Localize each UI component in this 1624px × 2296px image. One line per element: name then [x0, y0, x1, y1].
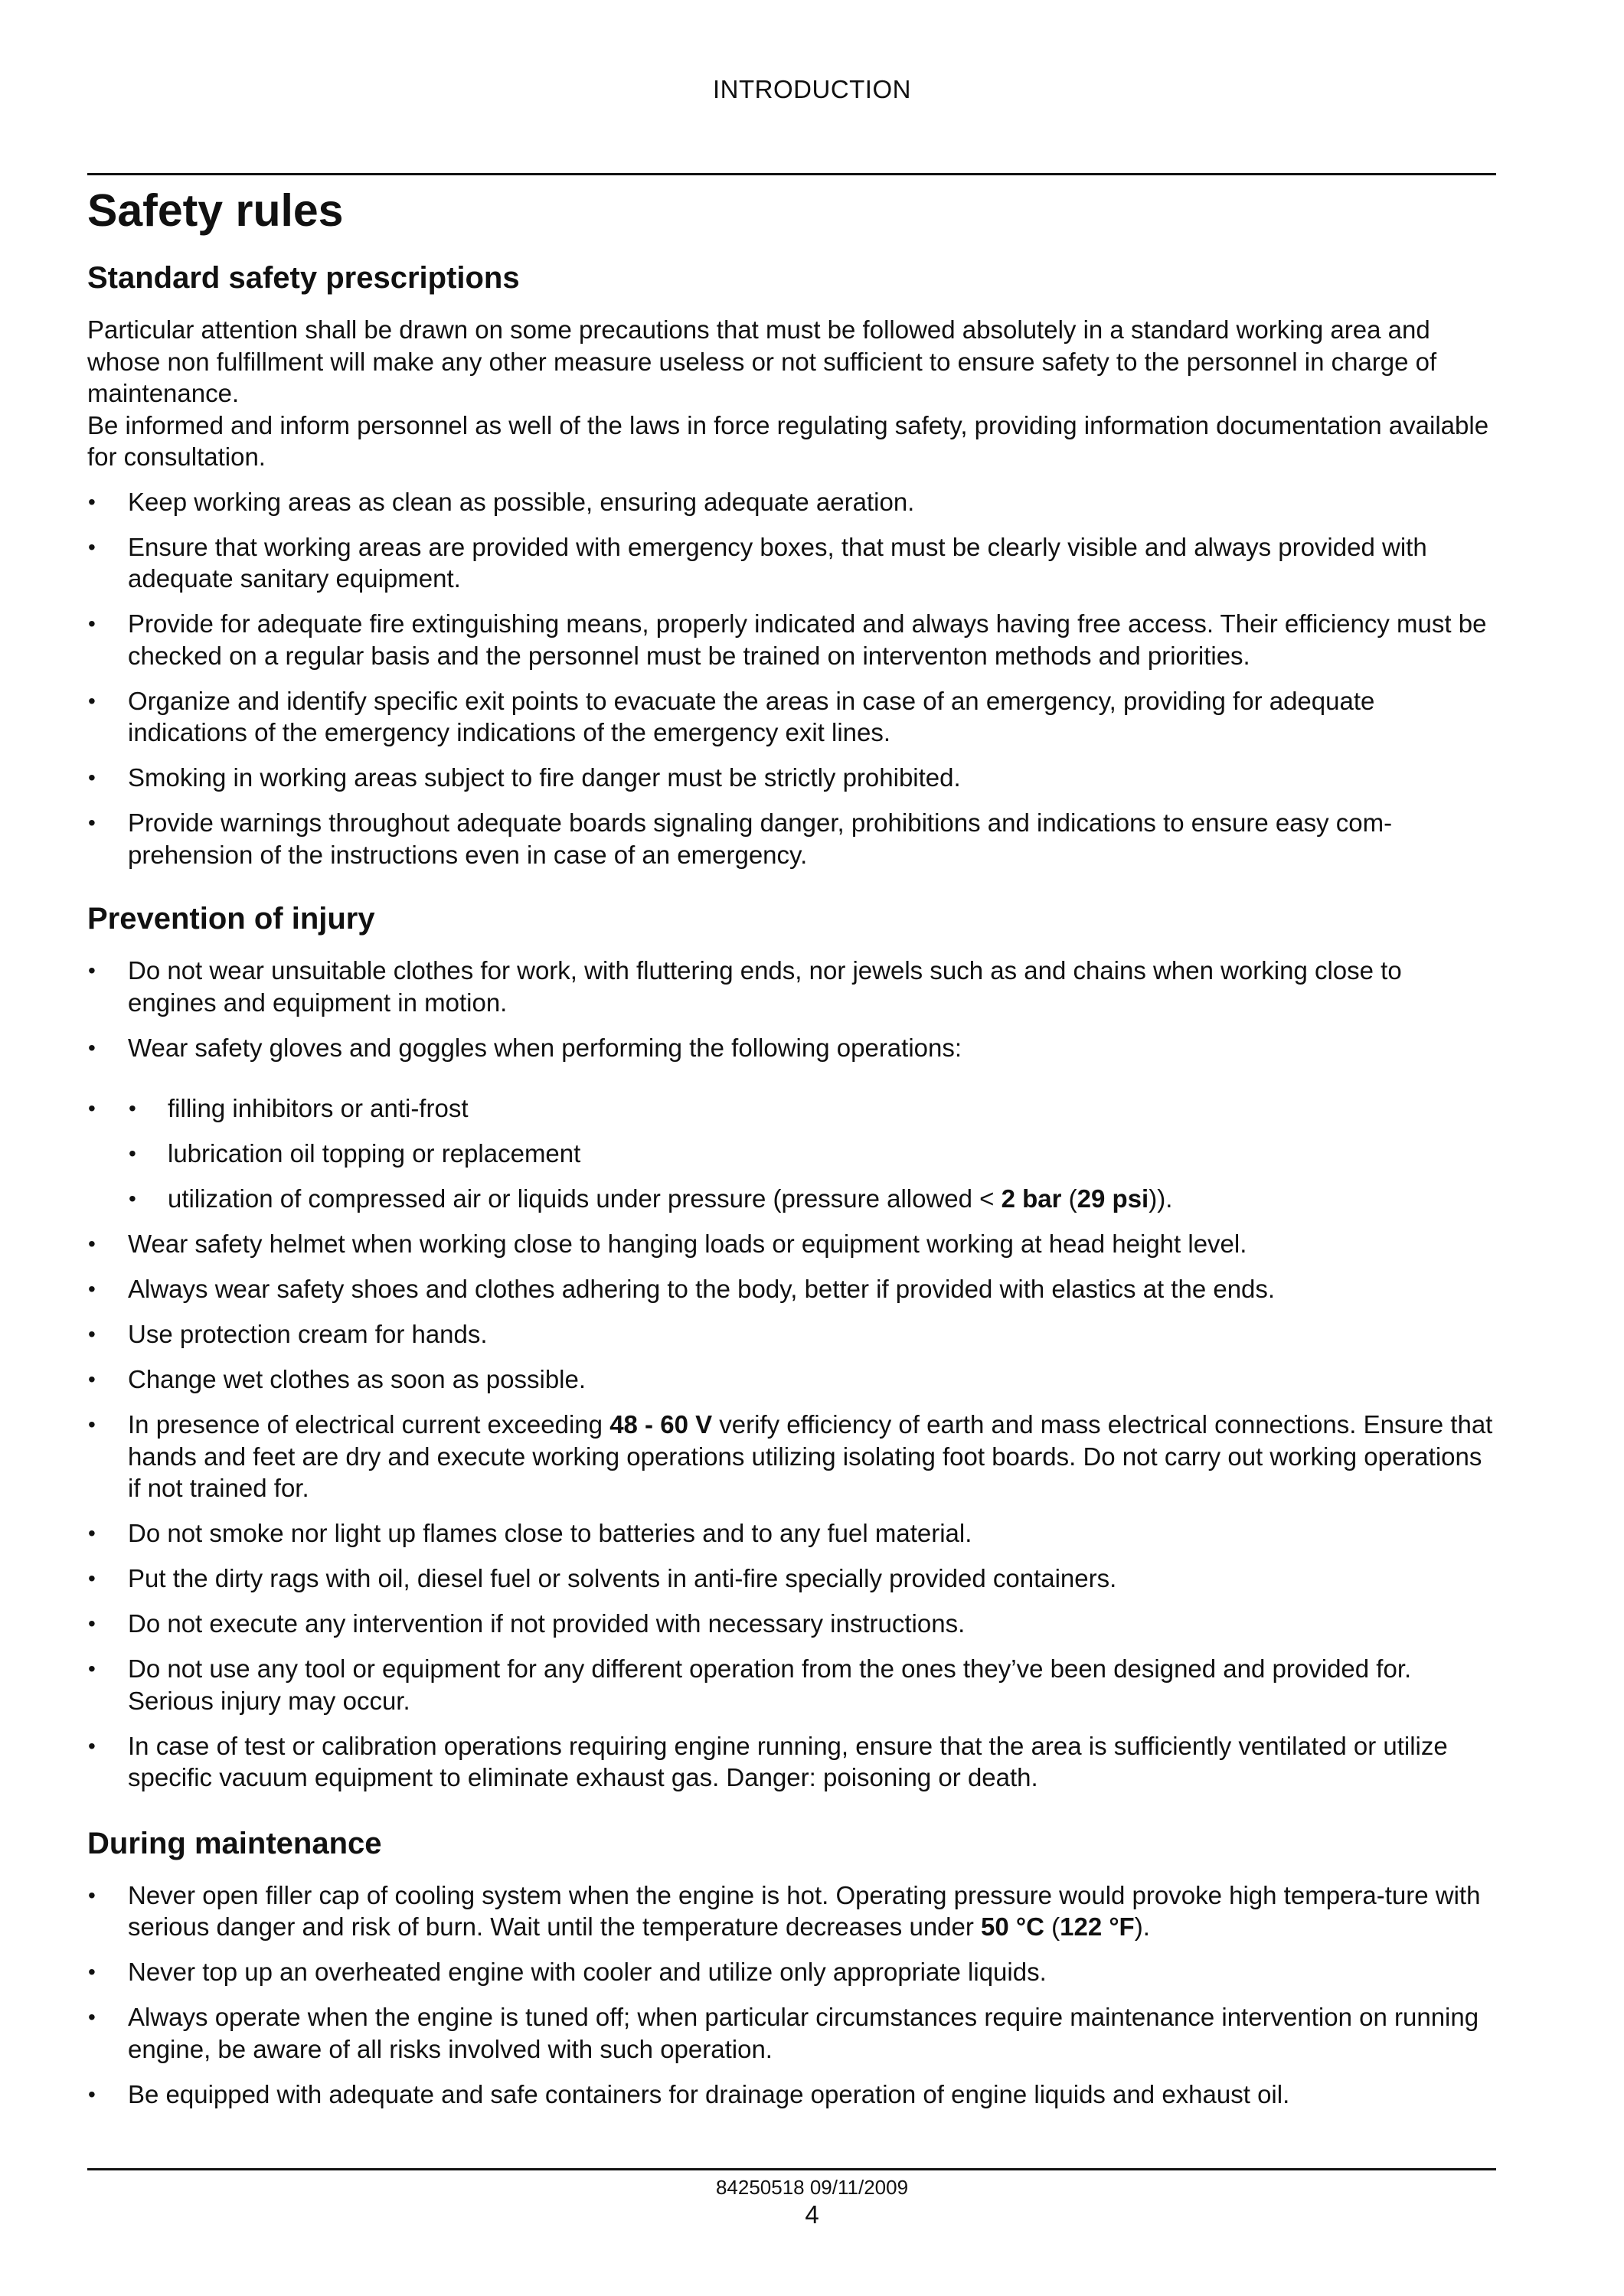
page-content [87, 181, 1496, 2110]
list-item: • Do not execute any intervention if not provided with necessary instructions. [87, 1608, 1496, 1640]
bullet-icon: • [88, 1657, 96, 1680]
pressure-psi-value: 29 psi [1077, 1184, 1149, 1213]
header-rule [87, 173, 1496, 175]
bullet-list-injury-continued [87, 1228, 1496, 1794]
list-item: • Use protection cream for hands. [87, 1318, 1496, 1350]
bullet-list-injury [87, 955, 1496, 1063]
bullet-list-standard [87, 486, 1496, 871]
list-item: • Be equipped with adequate and safe containers for drainage operation of engine liquids and exhaust oil. [87, 2079, 1496, 2111]
list-item: • Change wet clothes as soon as possible. [87, 1364, 1496, 1396]
bullet-icon: • [88, 1521, 96, 1545]
sub-bullet-icon: • [129, 1141, 136, 1165]
list-item: • Do not use any tool or equipment for any different operation from the ones they’ve been designed and provided for. Serious injury may occur. [88, 1654, 1412, 1715]
list-item: • Ensure that working areas are provided with emergency boxes, that must be clearly visible and always provided with adequate sanitary equipment. [88, 532, 1427, 593]
list-item: • Wear safety gloves and goggles when performing the following operations: [87, 1032, 1496, 1064]
bullet-icon: • [88, 1096, 96, 1120]
bullet-icon: • [88, 1612, 96, 1635]
page-title: Safety rules [87, 185, 344, 236]
bullet-icon: • [88, 1883, 96, 1907]
list-item: • Provide warnings throughout adequate boards signaling danger, prohibitions and indications to ensure easy com-prehension of the instructions even in case of an emergency. [88, 808, 1393, 869]
bullet-icon: • [88, 766, 96, 789]
bullet-icon: • [88, 489, 96, 514]
footer-rule [87, 2168, 1496, 2170]
bullet-icon: • [88, 2005, 96, 2029]
list-item: • In presence of electrical current exceeding 48 - 60 V verify efficiency of earth and mass electrical connections. Ensure that hands and feet are dry and execute working operations utilizing isolating foot boards. Do not carry out working operations if not trained for. [88, 1410, 1493, 1502]
sub-bullet-icon: • [129, 1096, 136, 1120]
pressure-bar-value: 2 bar [1001, 1184, 1062, 1213]
bullet-icon: • [88, 1566, 96, 1590]
bullet-icon: • [88, 1960, 96, 1984]
bullet-icon: • [88, 688, 96, 713]
bullet-icon: • [88, 959, 96, 982]
list-item: • Smoking in working areas subject to fire danger must be strictly prohibited. [87, 762, 1496, 794]
voltage-value: 48 - 60 V [609, 1410, 713, 1439]
bullet-icon: • [88, 1322, 96, 1346]
bullet-icon: • [88, 1277, 96, 1301]
bullet-icon: • [88, 534, 96, 559]
temperature-fahrenheit: 122 °F [1060, 1912, 1135, 1941]
list-item: • Organize and identify specific exit points to evacuate the areas in case of an emergency, providing for adequate indications of the emergency indications of the emergency exit lines. [88, 686, 1375, 746]
bullet-icon: • [88, 612, 96, 635]
paragraph: Be informed and inform personnel as well of the laws in force regulating safety, providing information documentation available for consultation. [87, 410, 1489, 471]
list-item: • Always operate when the engine is tuned off; when particular circumstances require maintenance intervention on running engine, be aware of all risks involved with such operation. [88, 2003, 1479, 2063]
bullet-icon: • [88, 2082, 96, 2106]
bullet-icon: • [88, 1232, 96, 1256]
list-item: • Do not smoke nor light up flames close to batteries and to any fuel material. [87, 1517, 1496, 1550]
running-header: INTRODUCTION [713, 75, 911, 103]
bullet-icon: • [88, 1733, 96, 1758]
bullet-icon: • [88, 1035, 96, 1060]
sub-bullet-list [87, 1092, 1496, 1215]
list-item: • Wear safety helmet when working close to hanging loads or equipment working at head height level. [87, 1228, 1496, 1260]
bullet-icon: • [88, 1413, 96, 1436]
paragraph: Particular attention shall be drawn on some precautions that must be followed absolutely in a standard working area and whose non fulfillment will make any other measure useless or not sufficient to ensure safety to the personnel in charge of maintenance. [87, 315, 1437, 407]
list-item: • In case of test or calibration operations requiring engine running, ensure that the area is sufficiently ventilated or utilize specific vacuum equipment to eliminate exhaust gas. Danger: poisoning or death. [88, 1731, 1448, 1791]
bullet-list-maintenance [87, 1880, 1496, 2111]
sub-list-item: • • filling inhibitors or anti-frost [87, 1092, 1496, 1125]
sub-bullet-icon: • [129, 1187, 136, 1210]
list-item: • Always wear safety shoes and clothes adhering to the body, better if provided with elastics at the ends. [87, 1273, 1496, 1305]
document-code: 84250518 09/11/2009 [715, 2176, 909, 2199]
list-item: • Provide for adequate fire extinguishing means, properly indicated and always having free access. Their efficiency must be checked on a regular basis and the personnel must be trained on interventon methods and priorities. [88, 609, 1487, 670]
list-item: • Do not wear unsuitable clothes for work, with fluttering ends, nor jewels such as and chains when working close to engines and equipment in motion. [88, 956, 1402, 1017]
page-number: 4 [805, 2200, 819, 2229]
sub-list-item: • utilization of compressed air or liquids under pressure (pressure allowed < 2 bar (29 psi)). [87, 1183, 1496, 1215]
bullet-icon: • [88, 1367, 96, 1391]
bullet-icon: • [88, 811, 96, 834]
list-item: • Put the dirty rags with oil, diesel fuel or solvents in anti-fire specially provided containers. [87, 1563, 1496, 1595]
section-heading-maintenance: During maintenance [87, 1826, 382, 1860]
section-heading-injury: Prevention of injury [87, 902, 375, 936]
section-heading-standard: Standard safety prescriptions [87, 261, 520, 295]
list-item: • Never open filler cap of cooling system when the engine is hot. Operating pressure would provoke high tempera-ture with serious danger and risk of burn. Wait until the temperature decreases under 50 °C (122 °F). [88, 1880, 1481, 1941]
list-item: • Never top up an overheated engine with cooler and utilize only appropriate liquids. [87, 1956, 1496, 1988]
list-item: • Keep working areas as clean as possible, ensuring adequate aeration. [87, 486, 1496, 518]
sub-list-item: • lubrication oil topping or replacement [87, 1138, 1496, 1170]
temperature-celsius: 50 °C [981, 1912, 1044, 1941]
